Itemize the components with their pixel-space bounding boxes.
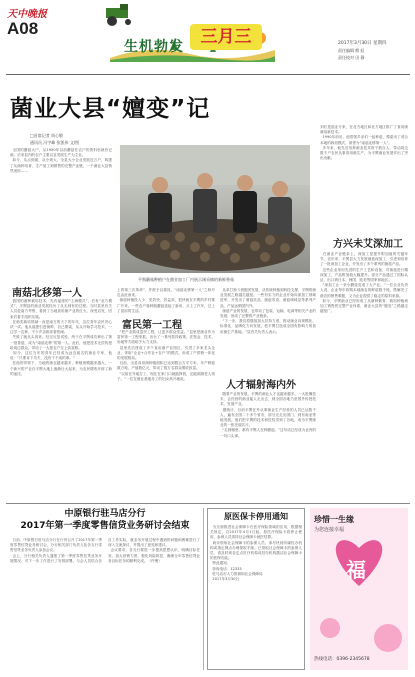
photo-caption: 平舆蘑菇种植户在菌业加工厂内展示刚采摘的新鲜香菇 bbox=[138, 277, 234, 282]
banner-title: 生机勃发 bbox=[124, 39, 184, 55]
ad-side-text-1: 珍惜一生缘 bbox=[314, 515, 354, 524]
medical-notice-headline: 原医保卡停用通知 bbox=[224, 512, 288, 521]
bank-notice-text: 日前，中原银行驻马店分行在行内召开了2017年第一季度零售信贷业务研讨会，分行相关部门负责人及各支行零售信贷业务负责人参加会议。 会上，分行相关负责人通报了第一季度零售信贷业务开展情况，对下一步工作进行了安排部署。与会人员结合各自工作实际，就业务开展过程中遇到的问题和困难进行了深入交流探讨，并提出了意见和建议。 会议要求，各支行要进一步提高思想认识，明确目标任务，加大营销力度，强化风险防控，确保全年零售信贷业务目标任务的顺利完成。（许俊） bbox=[10, 538, 200, 563]
col4-text-top: 刘后是菇业专家，在北方地区和北方地区推广了食用菌栽培新技术。 1990年前后，他带领乡亲们一起种菇，摸索出了适合本地的栽培模式，被誉为“南菇北移第一人”。 多年来，他先后培养菌业技术骨干数百人，带动周边数千户农民从事食用菌生产，为平舆菌业发展作出了突出贡献。 bbox=[320, 125, 408, 161]
proof-line: 责任校对 田 静 bbox=[338, 55, 365, 60]
col3-text-top: 从单打独斗到抱团发展，从传统种植到科技支撑，平舆的菌业发展之路越走越宽。一些有实力的企业开始向深加工领域进军，开发出了菌菇饮品、菌菇零食、菌菇调味品等系列产品，产品远销国内外。 菌菇产业的发展，也带动了包装、运输、电商等相关产业的发展，形成了完整的产业链条。 “下一步，我们将继续加大扶持力度，推动菌业向规模化、标准化、品牌化方向发展，把平舆打造成全国有影响力的食用菌生产基地。”县有关负责人表示。 bbox=[220, 288, 316, 334]
col3-subhead: 人才辐射海内外 bbox=[226, 380, 296, 391]
matchmaking-ad bbox=[310, 508, 408, 670]
byline-correspondent: 通讯员 冯宇峰 张凯伟 文/图 bbox=[30, 140, 80, 145]
col1-text: 我国的菌种栽培技术，先有福建的“上海模式”，后有“北方模式”，平舆县的菌业发展经历了从无到有的过程。当时县里有关人员赴南方考察，看到了当地食用菌产业的红火，深受启发，回来后着手组织实施。 在菌类栽培领域一直是南方的天下的年代，这位青年农民决心试一试。他从福建引进菌种，自己摸索，从头开始学习技术，一边学一边种，不少乡亲都来看热闹。 失败了就从头再来。经过反复试验，终于在平舆成功种出了第一批香菇，成为“南菇北移”的第一人。此后，他把技术无偿传授给周边群众，带动了一大批农户走上致富路。 如今，这位当年的青年已经成为远近闻名的菌业专家，他说：“只要肯下功夫，没有干不成的事。” 在他的带领下，当地的菌农越来越多，种植规模越来越大，一个新兴的产业在平舆大地上逐渐壮大起来，为农民增收开辟了新的途径。 bbox=[10, 299, 112, 376]
col2-text-body: “把产业做成富民工程，让更多群众受益。”县里把菌业作为富民第一工程来抓，出台了一系列扶持政策，在资金、技术、用地等方面给予大力支持。 县里先后建成了多个食用菌产业园区，引进了多家龙头企业，采取“企业+合作社+农户”的模式，形成了产供销一体化的发展格局。 目前，全县食用菌种植面积已达到数百万平方米，年产鲜菇数万吨，产值数亿元，带动了数万名群众增收致富。 “以前在外地打工，现在在家门口就能挣钱，还能照顾老人孩子。”一位在菌业基地务工的妇女高兴地说。 bbox=[117, 330, 215, 381]
article-photo bbox=[120, 145, 310, 273]
col1-subhead: 南菇北移第一人 bbox=[12, 288, 82, 299]
bank-headline-1: 中原银行驻马店分行 bbox=[64, 509, 146, 519]
bank-notice bbox=[10, 508, 200, 670]
col2-subhead: 富民第一工程 bbox=[122, 320, 182, 331]
col2-text-top: 上的第三次革命”，并被予以重视，“南菇北移第一人”之称号也由此而来。 菌菇种植投入少、见效快、效益高，很快就在平舆的乡村推广开来。一些农户靠种植蘑菇盖起了新房、买上了汽车，过上了富裕的生活。 bbox=[117, 288, 215, 313]
medical-notice-text: 为全面推进社会保障卡在医疗保险领域的应用，根据相关规定，自2017年4月1日起，原医疗保险卡将停止使用，参保人员须持社会保障卡就医结算。 尚未领取社会保障卡的参保人员，请尽快到所属经办机构或指定网点办理领取手续；已领取社会保障卡的参保人员，请及时到各定点医疗机构或经办机构激活社会保障卡的医保功能。 特此通知。 咨询电话：12333 驻马店市人力资源和社会保障局 2017年3月30日 bbox=[210, 525, 302, 582]
bank-headline-2: 2017年第一季度零售信贷业务研讨会结束 bbox=[20, 521, 190, 531]
page-code: A08 bbox=[7, 19, 39, 38]
masthead-rule bbox=[6, 74, 410, 75]
main-headline: 菌业大县“嬗变”记 bbox=[10, 96, 211, 122]
paper-name: 天中晚报 bbox=[7, 9, 47, 20]
col4-text-body: 在菌业产业链条上，深加工是提升附加值的关键环节。近年来，平舆县大力发展菌菇深加工，引进和培育了一批深加工企业，开发出了多个系列的菌菇产品。 这些企业采用先进的生产工艺和设备，对菌菇进行精深加工，产品附加值大幅提升。部分产品通过了国际认证，出口到日本、韩国、欧美等国家和地区。 “深加工让一朵小蘑菇变成了大产业。”一位企业负责人说，企业每年收购本地菌农的鲜菇数千吨，既解决了菌农的销售难题，又为企业提供了稳定的原料来源。 如今，平舆菌业已经形成了从菌种繁育、栽培种植到加工销售的完整产业体系，菌业大县的“嬗变”之路越走越宽广。 bbox=[320, 252, 408, 314]
mushroom-workers-photo bbox=[120, 145, 310, 273]
lead-paragraph: 全国的蘑菇大户，从1990年以前蘑菇在农户的资料里就有记载。后来县内的农户主要以业发展生产为主业。 如今，从点到面，从小到大，全县大小企业发展近万户，构建了从菌种培育、生产加工到销售的完整产业链，一个菌业大县悄然成形…… bbox=[10, 148, 112, 173]
banner-slogan bbox=[190, 24, 262, 50]
col3-text-body: 随着产业的发展，平舆的菌业人才也越来越多。一大批懂技术、会经营的菌业能人走出去，到全国各地乃至国外传授技术、发展产业。 据统计，目前平舆在外从事菌业生产经营的人员已达数千人，遍布全国二十多个省市，部分还走出国门，到东南亚等地发展。他们把平舆的技术和经验带到了各地，成为平舆菌业的一张亮丽名片。 “走到哪里，都有平舆人在种蘑菇。”这句话已经成为业内的一句口头禅。 bbox=[220, 392, 316, 438]
ad-contact: 热线电话：0396-2345678 bbox=[314, 657, 370, 662]
byline-reporter: □首席记者 周心敬 bbox=[30, 133, 64, 138]
banner-slogan-text: 三月三 bbox=[200, 27, 252, 47]
bottom-section-rule bbox=[6, 503, 410, 504]
col4-subhead: 方兴未艾深加工 bbox=[333, 239, 403, 250]
medical-card-notice bbox=[207, 508, 305, 670]
masthead bbox=[0, 0, 415, 74]
ad-side-text-2: 为您连接幸福 bbox=[314, 527, 345, 533]
tractor-illustration bbox=[98, 4, 146, 26]
bottom-divider-1 bbox=[203, 508, 204, 670]
ad-stamp: 福 bbox=[346, 558, 366, 582]
issue-date: 2017年3月30日 星期四 bbox=[338, 41, 387, 46]
editor-line: 责任编辑 熊 虹 bbox=[338, 48, 365, 53]
